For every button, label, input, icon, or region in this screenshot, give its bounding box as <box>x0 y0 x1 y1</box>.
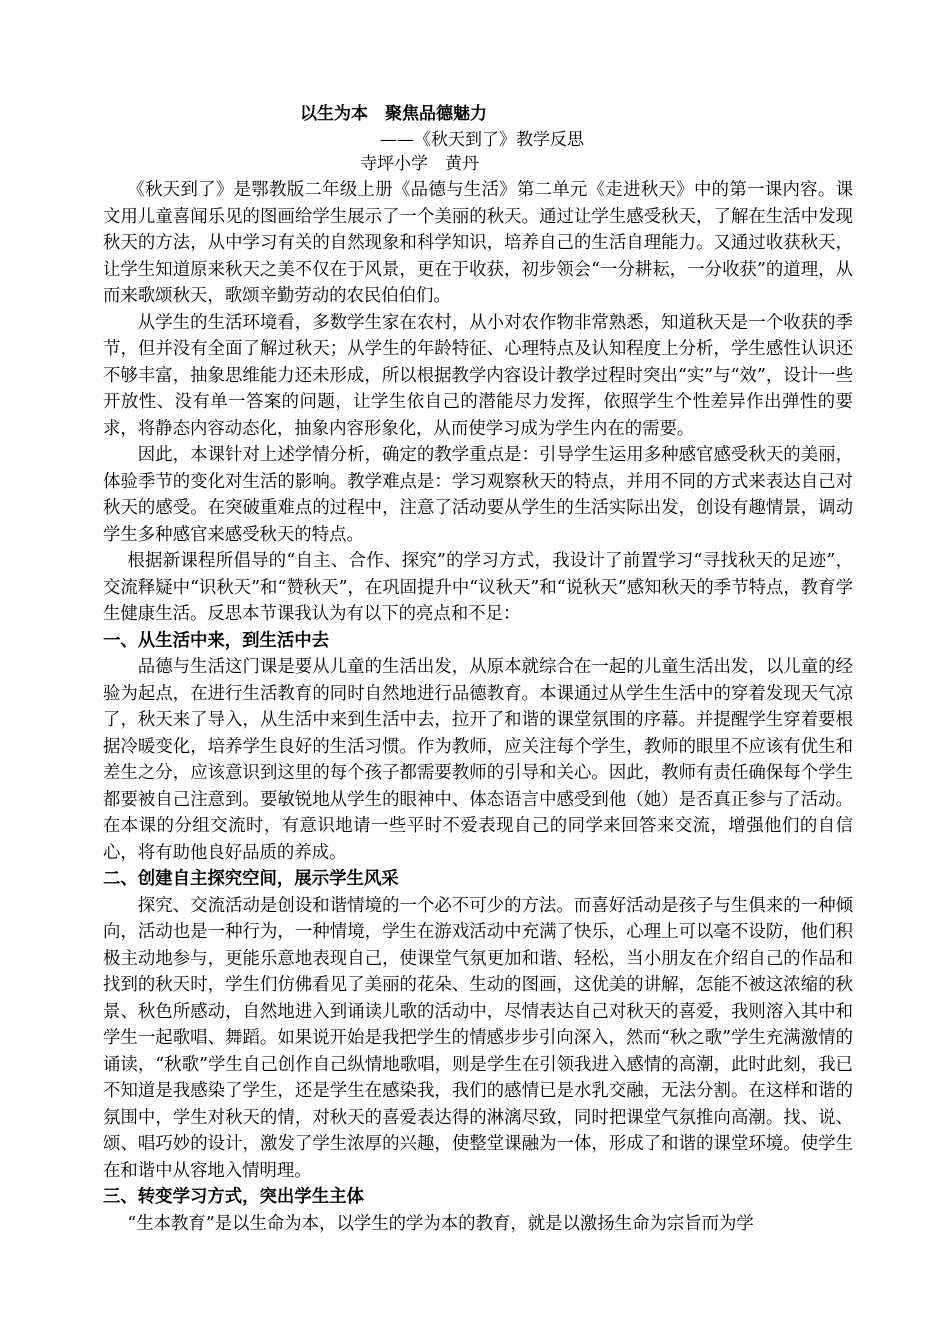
paragraph-section-2: 探究、交流活动是创设和谐情境的一个必不可少的方法。而喜好活动是孩子与生俱来的一种倾向，活动也是一种行为，一种情境，学生在游戏活动中充满了快乐，心理上可以毫不设防，他们积极主动地参与，更能乐意地表现自己，使课堂气氛更加和谐、轻松，当小朋友在介绍自己的作品和找到的秋天时，学生们仿佛看见了美丽的花朵、生动的图画，这优美的讲解，怎能不被这浓缩的秋景、秋色所感动，自然地进入到诵读儿歌的活动中，尽情表达自己对秋天的喜爱，我则溶入其中和学生一起歌唱、舞蹈。如果说开始是我把学生的情感步步引向深入，然而“秋之歌”学生充满激情的诵读，“秋歌”学生自己创作自己纵情地歌唱，则是学生在引领我进入感情的高潮，此时此刻，我已不知道是我感染了学生，还是学生在感染我，我们的感情已是水乳交融，无法分割。在这样和谐的氛围中，学生对秋天的情，对秋天的喜爱表达得的淋漓尽致，同时把课堂气氛推向高潮。找、说、颂、唱巧妙的设计，激发了学生浓厚的兴趣，使整堂课融为一体，形成了和谐的课堂环境。使学生在和谐中从容地入情明理。 <box>103 895 853 1181</box>
author-line: 寺坪小学 黄丹 <box>360 154 479 174</box>
section-heading-1: 一、从生活中来，到生活中去 <box>103 630 330 651</box>
section-heading-2: 二、创建自主探究空间，展示学生风采 <box>103 869 399 889</box>
paragraph-intro: 《秋天到了》是鄂教版二年级上册《品德与生活》第二单元《走进秋天》中的第一课内容。课文用儿童喜闻乐见的图画给学生展示了一个美丽的秋天。通过让学生感受秋天，了解在生活中发现秋天的方法，从中学习有关的自然现象和科学知识，培养自己的生活自理能力。又通过收获秋天，让学生知道原来秋天之美不仅在于风景，更在于收获，初步领会“一分耕耘，一分收获”的道理，从而来歌颂秋天，歌颂辛勤劳动的农民伯伯们。 <box>103 180 853 306</box>
paragraph-section-3: “生本教育”是以生命为本，以学生的学为本的教育，就是以激扬生命为宗旨而为学 <box>127 1213 754 1234</box>
section-heading-3: 三、转变学习方式，突出学生主体 <box>103 1187 364 1207</box>
page-subtitle: ——《秋天到了》教学反思 <box>380 130 584 150</box>
page-title: 以生为本 聚焦品德魅力 <box>300 104 487 124</box>
paragraph-key-points: 因此，本课针对上述学情分析，确定的教学重点是：引导学生运用多种感官感受秋天的美丽，体验季节的变化对生活的影响。教学难点是：学习观察秋天的特点，并用不同的方式来表达自己对秋天的感受。在突破重难点的过程中，注意了活动要从学生的生活实际出发，创设有趣情景，调动学生多种感官来感受秋天的特点。 <box>103 445 853 545</box>
paragraph-section-1: 品德与生活这门课是要从儿童的生活出发，从原本就综合在一起的儿童生活出发，以儿童的经验为起点，在进行生活教育的同时自然地进行品德教育。本课通过从学生生活中的穿着发现天气凉了，秋天来了导入，从生活中来到生活中去，拉开了和谐的课堂氛围的序幕。并提醒学生穿着要根据冷暖变化，培养学生良好的生活习惯。作为教师，应关注每个学生，教师的眼里不应该有优生和差生之分，应该意识到这里的每个孩子都需要教师的引导和关心。因此，教师有责任确保每个学生都要被自己注意到。要敏锐地从学生的眼神中、体态语言中感受到他（她）是否真正参与了活动。在本课的分组交流时，有意识地请一些平时不爱表现自己的同学来回答来交流，增强他们的自信心，将有助他良好品质的养成。 <box>103 657 853 863</box>
paragraph-learning-mode: 根据新课程所倡导的“自主、合作、探究”的学习方式，我设计了前置学习“寻找秋天的足迹”，交流释疑中“识秋天”和“赞秋天”，在巩固提升中“议秋天”和“说秋天”感知秋天的季节特点，教育学生健康生活。反思本节课我认为有以下的亮点和不足： <box>103 551 853 624</box>
paragraph-student-analysis: 从学生的生活环境看，多数学生家在农村，从小对农作物非常熟悉，知道秋天是一个收获的季节，但并没有全面了解过秋天；从学生的年龄特征、心理特点及认知程度上分析，学生感性认识还不够丰富，抽象思维能力还未形成，所以根据教学内容设计教学过程时突出“实”与“效”，设计一些开放性、没有单一答案的问题，让学生依自己的潜能尽力发挥，依照学生个性差异作出弹性的要求，将静态内容动态化，抽象内容形象化，从而使学习成为学生内在的需要。 <box>103 312 853 439</box>
document-body <box>103 177 853 1237</box>
